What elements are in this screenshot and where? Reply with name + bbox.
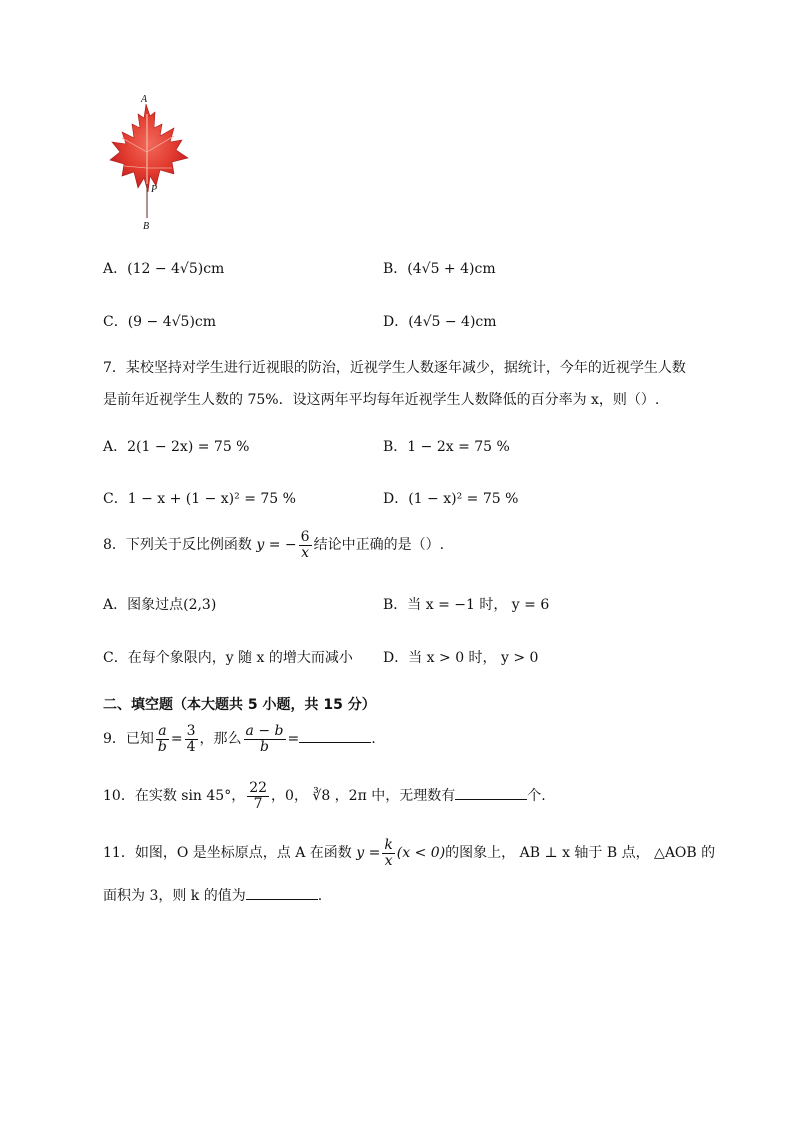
- q7-option-c: C．1 − x + (1 − x)² = 75 %: [103, 491, 296, 507]
- q7-option-a: A．2(1 − 2x) = 75 %: [103, 439, 250, 455]
- q11-end: .: [317, 888, 323, 904]
- q9-f3-num: a − b: [245, 723, 284, 739]
- q10-frac-num: 22: [249, 780, 268, 796]
- q7-option-b: B．1 − 2x = 75 %: [383, 439, 510, 455]
- leaf-label-a: A: [141, 94, 148, 105]
- q11-post: 的图象上， AB ⊥ x 轴于 B 点， △AOB 的: [445, 845, 716, 862]
- q10-fraction: [247, 781, 269, 811]
- leaf-label-p: P: [151, 184, 158, 195]
- q9-f2-num: 3: [186, 723, 196, 739]
- q11-answer-blank[interactable]: [246, 885, 318, 900]
- q9-answer-blank[interactable]: [299, 728, 371, 743]
- q9-post: =: [287, 731, 300, 748]
- q6-option-b: B．(4√5 + 4)cm: [383, 261, 496, 277]
- q9-fraction-ab: [156, 724, 169, 754]
- q11-line2: [103, 885, 322, 905]
- q9-line: [103, 724, 376, 754]
- q8-frac-num: 6: [300, 529, 310, 545]
- q9-eq: =: [170, 731, 183, 748]
- q11-fraction: [382, 838, 394, 868]
- q10-answer-blank[interactable]: [455, 785, 527, 800]
- q7-option-d: D．(1 − x)² = 75 %: [383, 491, 519, 507]
- leaf-label-b: B: [143, 221, 150, 232]
- q8-option-c: C．在每个象限内，y 随 x 的增大而减小: [103, 650, 353, 666]
- q10-line: [103, 781, 546, 811]
- q8-stem-post: 结论中正确的是（）.: [313, 537, 445, 554]
- q8-option-a: A．图象过点(2,3): [103, 597, 217, 613]
- q10-frac-den: 7: [253, 795, 263, 812]
- q11-frac-num: k: [384, 837, 393, 853]
- q7-stem-line1: 7．某校坚持对学生进行近视眼的防治，近视学生人数逐年减少，据统计，今年的近视学生人数: [103, 360, 686, 376]
- q8-frac-den: x: [301, 544, 310, 561]
- q9-end: .: [371, 731, 376, 748]
- q11-frac-den: x: [384, 852, 393, 869]
- maple-leaf-image: [100, 92, 200, 232]
- q10-pre: 10．在实数 sin 45°，: [103, 788, 246, 805]
- q8-option-d: D．当 x > 0 时， y > 0: [383, 650, 539, 666]
- q9-fraction-34: [185, 724, 198, 754]
- maple-leaf-figure: [100, 92, 200, 232]
- q6-option-d: D．(4√5 − 4)cm: [383, 314, 497, 330]
- q8-fraction: [299, 530, 312, 560]
- q6-option-a: A．(12 − 4√5)cm: [103, 261, 225, 277]
- q9-mid: ，那么: [199, 731, 242, 748]
- q10-mid: ，0， ∛8 ，2π 中，无理数有: [271, 788, 456, 805]
- q8-stem-pre: 8．下列关于反比例函数: [103, 537, 252, 554]
- q11-pre: 11．如图，O 是坐标原点，点 A 在函数: [103, 845, 352, 862]
- section-2-title: 二、填空题（本大题共 5 小题，共 15 分）: [103, 697, 376, 713]
- q9-f1-den: b: [157, 738, 167, 755]
- q9-f3-den: b: [260, 738, 269, 755]
- q9-f2-den: 4: [186, 738, 196, 755]
- q10-end: 个.: [527, 788, 546, 805]
- q8-stem: [103, 530, 444, 560]
- q6-option-c: C．(9 − 4√5)cm: [103, 314, 217, 330]
- q8-stem-fn: y = −: [256, 537, 297, 554]
- q11-fn: y =: [356, 845, 381, 862]
- q9-f1-num: a: [156, 724, 169, 740]
- q9-fraction-amb: [244, 724, 286, 754]
- q11-line2-pre: 面积为 3，则 k 的值为: [103, 888, 246, 904]
- q9-pre: 9．已知: [103, 731, 154, 748]
- q11-line1: [103, 838, 715, 868]
- q8-option-b: B．当 x = −1 时， y = 6: [383, 597, 550, 613]
- q7-stem-line2: 是前年近视学生人数的 75%．设这两年平均每年近视学生人数降低的百分率为 x，则（）.: [103, 392, 660, 408]
- q11-cond: (x < 0): [396, 845, 446, 862]
